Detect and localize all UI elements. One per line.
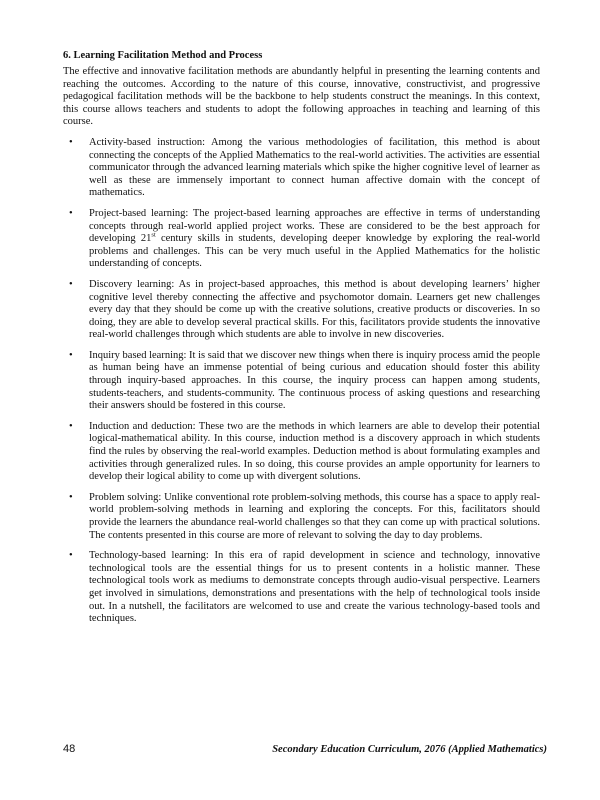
list-item-text: Technology-based learning: In this era of rapid development in science and technology, innovative technological tools are the essential things for us to present contents in a holistic manner. These technological tools work as mediums to demonstrate concepts through audio-visual perspective. Learners get involved in simulations, demonstrations and presentations with the help of technological tools inside out. In a nutshell, the facilitators are welcomed to use and create the various technology-based tools and techniques. <box>89 550 540 625</box>
bullet-icon: • <box>69 349 73 361</box>
list-item <box>63 550 540 626</box>
superscript: st <box>151 231 156 239</box>
list-item <box>63 421 540 484</box>
list-item-text: Activity-based instruction: Among the various methodologies of facilitation, this method is about connecting the concepts of the Applied Mathematics to the real-world activities. The activities are essential communicator through the advanced learning materials which spike the higher cognitive level of learner as well as these are immensely important to connect human affective domain with the concept of mathematics. <box>89 136 540 199</box>
list-item-text: Inquiry based learning: It is said that we discover new things when there is inquiry process amid the people as human being have an immense potential of being curious and education should foster this ability through inquiry-based approaches. In this course, the inquiry process can happen among students, students-teachers, and students-community. The continuous process of asking questions and researching their answers should be fostered in this course. <box>89 349 540 412</box>
list-item <box>63 279 540 342</box>
approach-list <box>63 137 540 626</box>
list-item-text: Problem solving: Unlike conventional rote problem-solving methods, this course has a space to apply real-world problem-solving methods in learning and exploring the concepts. For this, facilitators should provide the learners the abundance real-world challenges so that they can come up with practical solutions. The contents presented in this course are more of relevant to solving the day to day problems. <box>89 491 540 541</box>
page-number: 48 <box>63 743 76 755</box>
list-item-text-part: century skills in students, developing deeper knowledge by exploring the real-world problems and challenges. This can be very much useful in the Applied Mathematics for the holistic understanding of concepts. <box>89 233 540 270</box>
bullet-icon: • <box>69 420 73 432</box>
section-heading: 6. Learning Facilitation Method and Process <box>63 50 263 61</box>
list-item-text: Discovery learning: As in project-based approaches, this method is about developing learners’ higher cognitive level thereby connecting the affective and psychomotor domain. Learners get new challenges every day that they should be come up with the creative solutions, creative products or discoveries. In so doing, they are able to develop several practical skills. For this, facilitators provide students the innovative real-world challenges through which students are able to involve in new discoveries. <box>89 278 540 341</box>
list-item <box>63 208 540 271</box>
list-item-text-part: Project-based learning: The project-based learning approaches are effective in terms of understanding concepts through real-world applied project works. These are considered to be the best approach for developing 21 <box>89 207 540 245</box>
bullet-icon: • <box>69 207 73 219</box>
list-item <box>63 492 540 542</box>
footer-title: Secondary Education Curriculum, 2076 (Applied Mathematics) <box>272 744 547 755</box>
bullet-icon: • <box>69 491 73 503</box>
intro-paragraph: The effective and innovative facilitation methods are abundantly helpful in presenting the learning contents and reaching the outcomes. According to the nature of this course, innovative, constructivist, and progressive pedagogical facilitation methods will be the backbone to help students construct the meanings. In this context, this course allows teachers and students to adopt the following approaches in teaching and learning of this course. <box>63 66 540 128</box>
bullet-icon: • <box>69 550 73 562</box>
document-page <box>63 49 540 634</box>
list-item <box>63 137 540 200</box>
list-item-text <box>89 208 540 269</box>
bullet-icon: • <box>69 136 73 148</box>
list-item-text: Induction and deduction: These two are the methods in which learners are able to develop their potential logical-mathematical ability. In this course, induction method is a discovery approach in which students find the rules by observing the real-world examples. Deduction method is about formulating examples and activities through generalized rules. In so doing, this course provides an ample opportunity for learners to develop their logical ability to come up with divergent solutions. <box>89 420 540 483</box>
list-item <box>63 350 540 413</box>
bullet-icon: • <box>69 278 73 290</box>
